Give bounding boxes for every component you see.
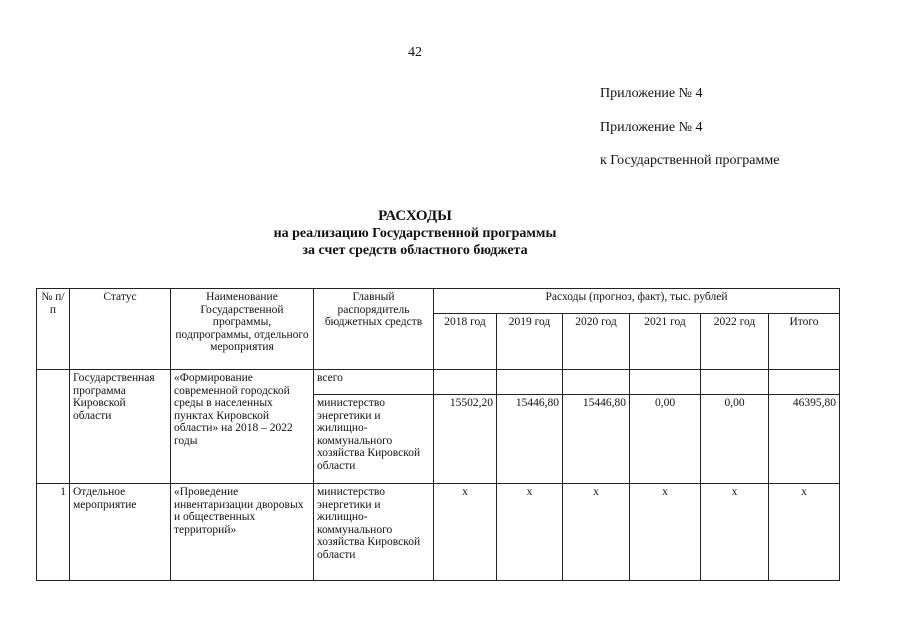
appendix-line-1: Приложение № 4: [600, 86, 703, 101]
header-year-2022: 2022 год: [701, 313, 769, 370]
header-manager: Главный распорядитель бюджетных средств: [314, 289, 434, 370]
program-value-2019: 15446,80: [497, 395, 563, 484]
header-year-2021: 2021 год: [630, 313, 701, 370]
header-num: № п/п: [37, 289, 70, 370]
document-title: [0, 208, 830, 259]
program-total-row: [37, 370, 840, 395]
activity-value-2021: x: [630, 484, 701, 581]
program-value-2020: 15446,80: [563, 395, 630, 484]
header-total: Итого: [769, 313, 840, 370]
program-total-2019: [497, 370, 563, 395]
activity-row: [37, 484, 840, 581]
activity-value-2019: x: [497, 484, 563, 581]
expenses-table: [36, 288, 840, 581]
appendix-line-3: к Государственной программе: [600, 153, 780, 168]
appendix-line-2: Приложение № 4: [600, 120, 703, 135]
header-name: Наименование Государственной программы, подпрограммы, отдельного мероприятия: [171, 289, 314, 370]
program-total-2021: [630, 370, 701, 395]
title-line-3: за счет средств областного бюджета: [302, 243, 528, 258]
program-total-2020: [563, 370, 630, 395]
program-value-2018: 15502,20: [434, 395, 497, 484]
activity-value-2018: x: [434, 484, 497, 581]
header-expenses: Расходы (прогноз, факт), тыс. рублей: [434, 289, 840, 314]
header-status: Статус: [70, 289, 171, 370]
header-year-2020: 2020 год: [563, 313, 630, 370]
activity-num: 1: [37, 484, 70, 581]
header-year-2019: 2019 год: [497, 313, 563, 370]
program-value-2022: 0,00: [701, 395, 769, 484]
header-row-1: [37, 289, 840, 314]
program-status: Государственная программа Кировской области: [70, 370, 171, 484]
activity-status: Отдельное мероприятие: [70, 484, 171, 581]
page-number: 42: [408, 45, 422, 60]
program-total-2018: [434, 370, 497, 395]
activity-value-total: x: [769, 484, 840, 581]
program-num: [37, 370, 70, 484]
activity-manager: министерство энергетики и жилищно-коммунального хозяйства Кировской области: [314, 484, 434, 581]
program-total-2022: [701, 370, 769, 395]
header-year-2018: 2018 год: [434, 313, 497, 370]
program-value-total: 46395,80: [769, 395, 840, 484]
activity-value-2022: x: [701, 484, 769, 581]
program-manager: министерство энергетики и жилищно-коммунального хозяйства Кировской области: [314, 395, 434, 484]
program-total-sum: [769, 370, 840, 395]
activity-value-2020: x: [563, 484, 630, 581]
title-main: РАСХОДЫ: [378, 208, 452, 224]
activity-name: «Проведение инвентаризации дворовых и общественных территорий»: [171, 484, 314, 581]
program-name: «Формирование современной городской среды в населенных пунктах Кировской области» на 2018 – 2022 годы: [171, 370, 314, 484]
program-value-2021: 0,00: [630, 395, 701, 484]
program-total-label: всего: [314, 370, 434, 395]
title-line-2: на реализацию Государственной программы: [273, 226, 557, 241]
